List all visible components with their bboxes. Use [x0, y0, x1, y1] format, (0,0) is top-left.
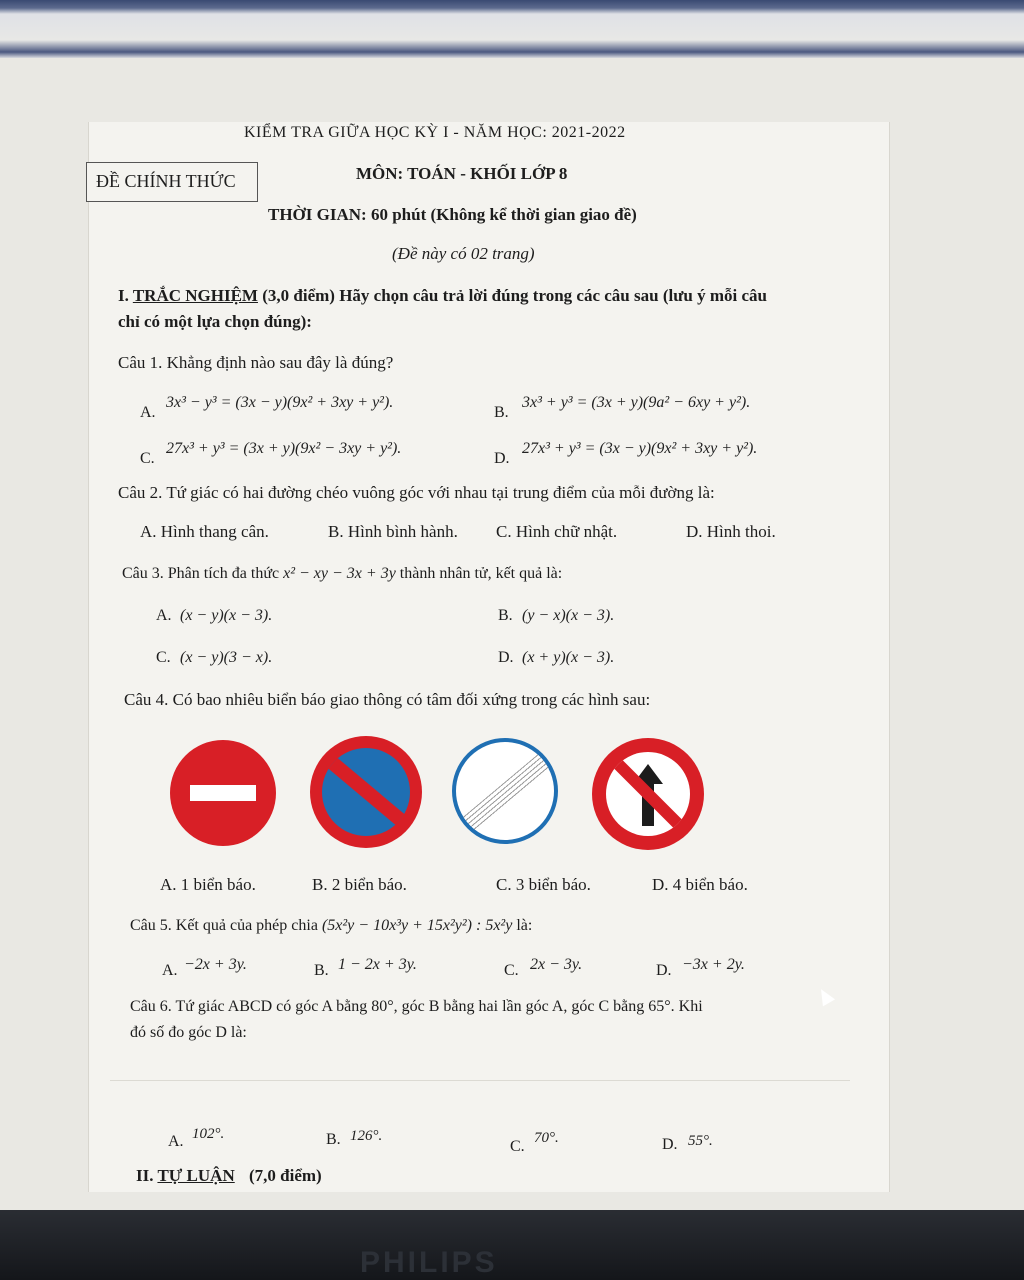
section2-heading: [136, 1166, 322, 1186]
q6-c-label: C.: [510, 1138, 525, 1155]
section2-points: (7,0 điểm): [248, 1166, 322, 1185]
q3-d-text: (x + y)(x − 3).: [522, 649, 615, 666]
q1-c-text: 27x³ + y³ = (3x + y)(9x² − 3xy + y²).: [166, 440, 402, 457]
no-parking-sign-icon: [310, 736, 422, 848]
q3-c-label: C.: [156, 649, 171, 666]
q4-option-c: C. 3 biển báo.: [496, 875, 591, 894]
q6-b-text: 126°.: [350, 1128, 383, 1144]
q1-b-text: 3x³ + y³ = (3x + y)(9a² − 6xy + y²).: [522, 394, 751, 411]
q1-d-label: D.: [494, 450, 510, 467]
monitor-bezel: [0, 1210, 1024, 1280]
q5-c-label: C.: [504, 962, 519, 979]
monitor-brand-logo: PHILIPS: [360, 1246, 498, 1279]
q3-c-text: (x − y)(3 − x).: [180, 649, 273, 666]
q6-prompt-cont: đó số đo góc D là:: [130, 1024, 247, 1041]
q3-d-label: D.: [498, 649, 514, 666]
section1-desc: (3,0 điểm) Hãy chọn câu trả lời đúng trong các câu sau (lưu ý mỗi câu: [262, 286, 767, 305]
q3-prompt-end: thành nhân tử, kết quả là:: [399, 565, 563, 582]
q6-prompt: Câu 6. Tứ giác ABCD có góc A bằng 80°, góc B bằng hai lần góc A, góc C bằng 65°. Khi: [130, 998, 703, 1015]
section1-num: I.: [118, 286, 129, 305]
q3-b-text: (y − x)(x − 3).: [522, 607, 615, 624]
no-straight-ahead-sign-icon: [592, 738, 704, 850]
subject-line: MÔN: TOÁN - KHỐI LỚP 8: [356, 164, 568, 183]
q2-option-c: C. Hình chữ nhật.: [496, 522, 618, 541]
end-of-restriction-sign-icon: [452, 738, 558, 844]
q1-c-label: C.: [140, 450, 155, 467]
q6-d-label: D.: [662, 1136, 678, 1153]
q5-prompt-end: là:: [516, 917, 533, 934]
q2-prompt: Câu 2. Tứ giác có hai đường chéo vuông góc với nhau tại trung điểm của mỗi đường là:: [118, 483, 715, 502]
q3-prompt: [122, 565, 562, 583]
q5-prompt: [130, 917, 532, 935]
divider: [110, 1080, 850, 1081]
q5-a-text: −2x + 3y.: [184, 956, 247, 973]
exam-title: KIỂM TRA GIỮA HỌC KỲ I - NĂM HỌC: 2021-2022: [244, 124, 626, 141]
q4-option-d: D. 4 biển báo.: [652, 875, 748, 894]
q3-prompt-start: Câu 3. Phân tích đa thức: [122, 565, 280, 582]
q1-prompt: Câu 1. Khẳng định nào sau đây là đúng?: [118, 353, 394, 372]
q4-option-a: A. 1 biển báo.: [160, 875, 256, 894]
section1-title: TRẮC NGHIỆM: [132, 286, 258, 305]
q2-option-b: B. Hình bình hành.: [328, 522, 458, 541]
section2-num: II.: [136, 1166, 154, 1185]
q1-a-label: A.: [140, 404, 156, 421]
q3-expression: x² − xy − 3x + 3y: [283, 565, 396, 582]
q6-c-text: 70°.: [534, 1130, 559, 1146]
q5-expression: (5x²y − 10x³y + 15x²y²) : 5x²y: [321, 917, 513, 934]
q5-b-label: B.: [314, 962, 329, 979]
time-line: THỜI GIAN: 60 phút (Không kể thời gian giao đề): [268, 205, 637, 224]
q1-b-label: B.: [494, 404, 509, 421]
q6-b-label: B.: [326, 1131, 341, 1148]
q2-option-a: A. Hình thang cân.: [140, 522, 269, 541]
no-entry-sign-icon: [170, 740, 276, 846]
q2-option-d: D. Hình thoi.: [686, 522, 776, 541]
q6-a-label: A.: [168, 1133, 184, 1150]
q5-a-label: A.: [162, 962, 178, 979]
q6-a-text: 102°.: [192, 1126, 225, 1142]
q5-b-text: 1 − 2x + 3y.: [338, 956, 417, 973]
q3-a-label: A.: [156, 607, 172, 624]
q5-prompt-start: Câu 5. Kết quả của phép chia: [130, 917, 318, 934]
q3-a-text: (x − y)(x − 3).: [180, 607, 273, 624]
q5-d-text: −3x + 2y.: [682, 956, 745, 973]
q1-a-text: 3x³ − y³ = (3x − y)(9x² + 3xy + y²).: [166, 394, 394, 411]
q1-d-text: 27x³ + y³ = (3x − y)(9x² + 3xy + y²).: [522, 440, 758, 457]
q4-option-b: B. 2 biển báo.: [312, 875, 407, 894]
official-label: ĐỀ CHÍNH THỨC: [96, 171, 236, 191]
q5-c-text: 2x − 3y.: [530, 956, 583, 973]
window-top-bar: [0, 0, 1024, 58]
q6-d-text: 55°.: [688, 1133, 713, 1149]
pages-note: (Đề này có 02 trang): [392, 244, 535, 263]
section2-title: TỰ LUẬN: [157, 1166, 235, 1185]
section1-desc-cont: chỉ có một lựa chọn đúng):: [118, 312, 312, 331]
q3-b-label: B.: [498, 607, 513, 624]
q4-prompt: Câu 4. Có bao nhiêu biển báo giao thông có tâm đối xứng trong các hình sau:: [124, 690, 651, 709]
q5-d-label: D.: [656, 962, 672, 979]
section1-heading: [118, 286, 767, 306]
